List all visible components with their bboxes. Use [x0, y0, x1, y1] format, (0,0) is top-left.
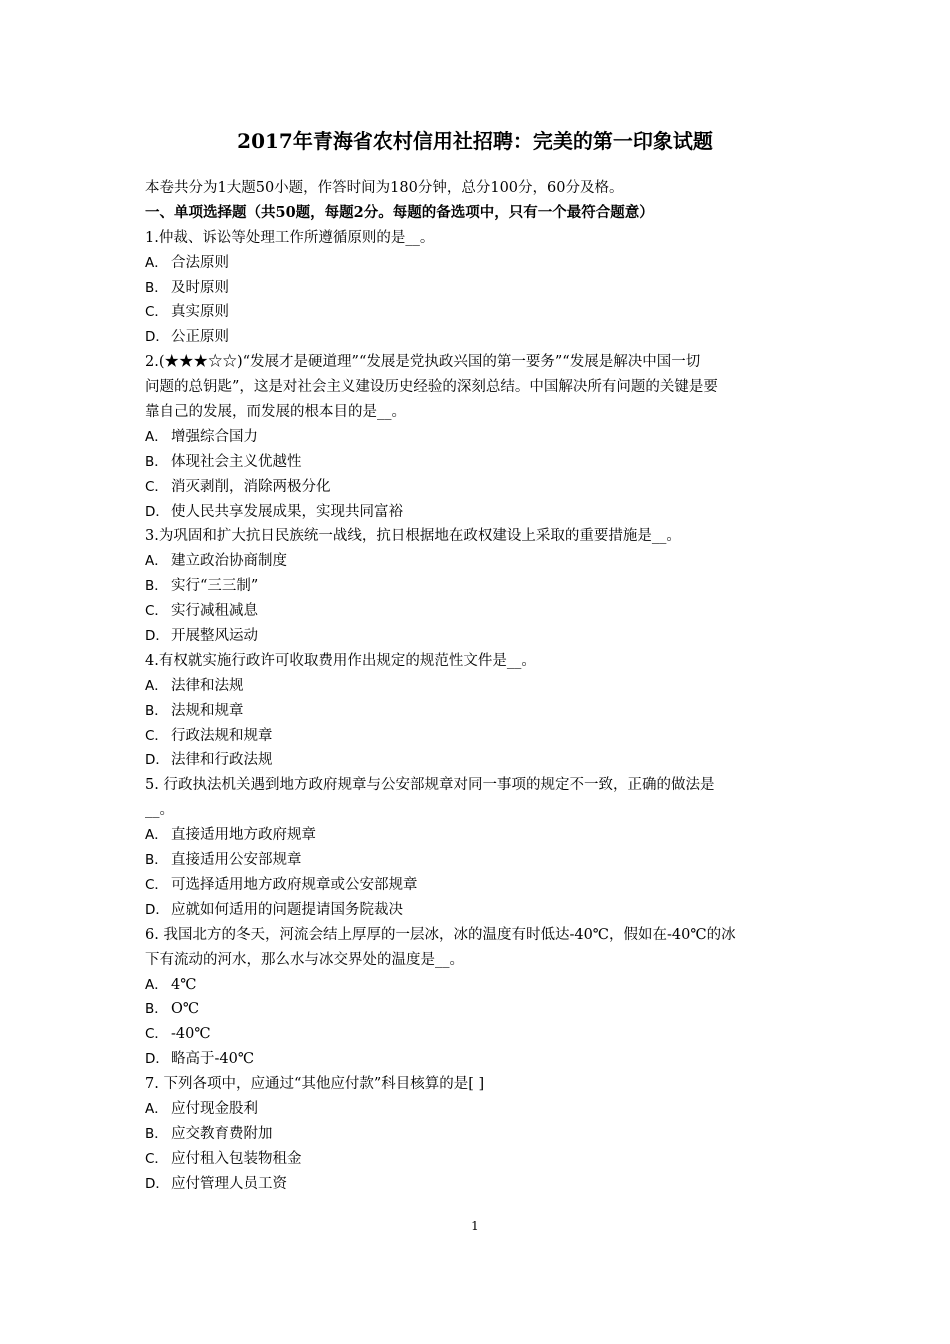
option-b [145, 450, 813, 475]
question-stem-line: __。 [145, 802, 174, 819]
option-d [145, 500, 813, 525]
option-text: 行政法规和规章 [171, 727, 273, 744]
option-a [145, 251, 813, 276]
option-text: -40℃ [171, 1026, 211, 1043]
option-a [145, 823, 813, 848]
option-d [145, 748, 813, 773]
option-text: 实行减租减息 [171, 603, 258, 620]
option-d [145, 1172, 813, 1197]
option-b [145, 574, 813, 599]
option-letter: D． [145, 628, 169, 645]
question-4 [145, 649, 813, 773]
option-letter: B． [145, 279, 168, 296]
option-c [145, 873, 813, 898]
option-letter: A． [145, 976, 168, 993]
question-stem-line: 靠自己的发展，而发展的根本目的是__。 [145, 404, 406, 421]
page-number: 1 [471, 1219, 479, 1233]
question-5 [145, 773, 813, 922]
option-letter: A． [145, 677, 168, 694]
option-text: 建立政治协商制度 [171, 553, 287, 570]
option-text: 直接适用公安部规章 [171, 852, 302, 869]
option-text: 真实原则 [171, 304, 229, 321]
option-a [145, 425, 813, 450]
option-letter: C． [145, 727, 168, 744]
option-letter: C． [145, 478, 168, 495]
option-letter: B． [145, 578, 168, 595]
option-c [145, 1147, 813, 1172]
option-text: 法律和法规 [171, 677, 244, 694]
option-b [145, 699, 813, 724]
option-text: 公正原则 [171, 329, 229, 346]
option-letter: D． [145, 329, 169, 346]
option-letter: C． [145, 876, 168, 893]
option-letter: C． [145, 1026, 168, 1043]
option-text: 4℃ [171, 976, 197, 993]
option-letter: B． [145, 702, 168, 719]
option-a [145, 549, 813, 574]
question-stem-line: 5. 行政执法机关遇到地方政府规章与公安部规章对同一事项的规定不一致，正确的做法是 [145, 777, 715, 794]
question-3 [145, 524, 813, 648]
question-stem-line: 6. 我国北方的冬天，河流会结上厚厚的一层冰，冰的温度有时低达-40℃，假如在-40℃的冰 [145, 926, 736, 943]
option-b [145, 848, 813, 873]
option-b [145, 997, 813, 1022]
option-c [145, 300, 813, 325]
option-text: 体现社会主义优越性 [171, 453, 302, 470]
option-text: 略高于-40℃ [171, 1051, 255, 1068]
option-d [145, 1047, 813, 1072]
option-c [145, 724, 813, 749]
exam-intro: 本卷共分为1大题50小题，作答时间为180分钟，总分100分，60分及格。 [145, 180, 624, 196]
option-a [145, 1097, 813, 1122]
option-letter: D． [145, 901, 169, 918]
option-letter: B． [145, 1001, 168, 1018]
question-1 [145, 226, 813, 350]
option-text: 应付管理人员工资 [171, 1175, 287, 1192]
option-letter: A． [145, 428, 168, 445]
option-c [145, 1022, 813, 1047]
section-heading: 一、单项选择题（共50题，每题2分。每题的备选项中，只有一个最符合题意） [145, 203, 654, 221]
option-d [145, 624, 813, 649]
option-b [145, 276, 813, 301]
option-text: 实行“三三制” [171, 578, 259, 595]
option-letter: C． [145, 1150, 168, 1167]
option-letter: A． [145, 827, 168, 844]
option-letter: C． [145, 603, 168, 620]
question-stem: 7. 下列各项中，应通过“其他应付款”科目核算的是[ ] [145, 1076, 485, 1093]
option-text: 及时原则 [171, 279, 229, 296]
question-stem-line: 下有流动的河水，那么水与冰交界处的温度是__。 [145, 951, 464, 968]
option-c [145, 475, 813, 500]
option-text: 应付租入包装物租金 [171, 1150, 302, 1167]
option-text: 应付现金股利 [171, 1100, 258, 1117]
question-stem: 4.有权就实施行政许可收取费用作出规定的规范性文件是__。 [145, 652, 536, 669]
option-text: 应交教育费附加 [171, 1125, 273, 1142]
option-text: 可选择适用地方政府规章或公安部规章 [171, 876, 418, 893]
option-text: 增强综合国力 [171, 428, 258, 445]
option-text: 法规和规章 [171, 702, 244, 719]
option-a [145, 674, 813, 699]
option-letter: D． [145, 1051, 169, 1068]
option-c [145, 599, 813, 624]
option-letter: A． [145, 1100, 168, 1117]
question-stem-line: 问题的总钥匙”，这是对社会主义建设历史经验的深刻总结。中国解决所有问题的关键是要 [145, 379, 718, 396]
option-text: 使人民共享发展成果，实现共同富裕 [171, 503, 403, 520]
exam-content [145, 176, 813, 1197]
option-text: 合法原则 [171, 254, 229, 271]
question-stem-line: 2.(★★★☆☆)“发展才是硬道理”“发展是党执政兴国的第一要务”“发展是解决中国一切 [145, 354, 701, 371]
option-letter: D． [145, 503, 169, 520]
option-letter: B． [145, 453, 168, 470]
option-text: O℃ [171, 1001, 200, 1018]
question-stem: 3.为巩固和扩大抗日民族统一战线，抗日根据地在政权建设上采取的重要措施是__。 [145, 528, 681, 545]
option-text: 开展整风运动 [171, 628, 258, 645]
option-letter: A． [145, 553, 168, 570]
option-d [145, 898, 813, 923]
option-b [145, 1122, 813, 1147]
option-text: 消灭剥削，消除两极分化 [171, 478, 331, 495]
option-text: 应就如何适用的问题提请国务院裁决 [171, 901, 403, 918]
question-7 [145, 1072, 813, 1196]
question-6 [145, 923, 813, 1072]
option-letter: D． [145, 752, 169, 769]
option-letter: D． [145, 1175, 169, 1192]
option-text: 法律和行政法规 [171, 752, 273, 769]
option-text: 直接适用地方政府规章 [171, 827, 316, 844]
option-letter: A． [145, 254, 168, 271]
option-d [145, 325, 813, 350]
question-stem: 1.仲裁、诉讼等处理工作所遵循原则的是__。 [145, 229, 435, 246]
question-2 [145, 350, 813, 524]
option-a [145, 973, 813, 998]
page-title: 2017年青海省农村信用社招聘：完美的第一印象试题 [237, 129, 713, 153]
option-letter: B． [145, 852, 168, 869]
option-letter: B． [145, 1125, 168, 1142]
option-letter: C． [145, 304, 168, 321]
